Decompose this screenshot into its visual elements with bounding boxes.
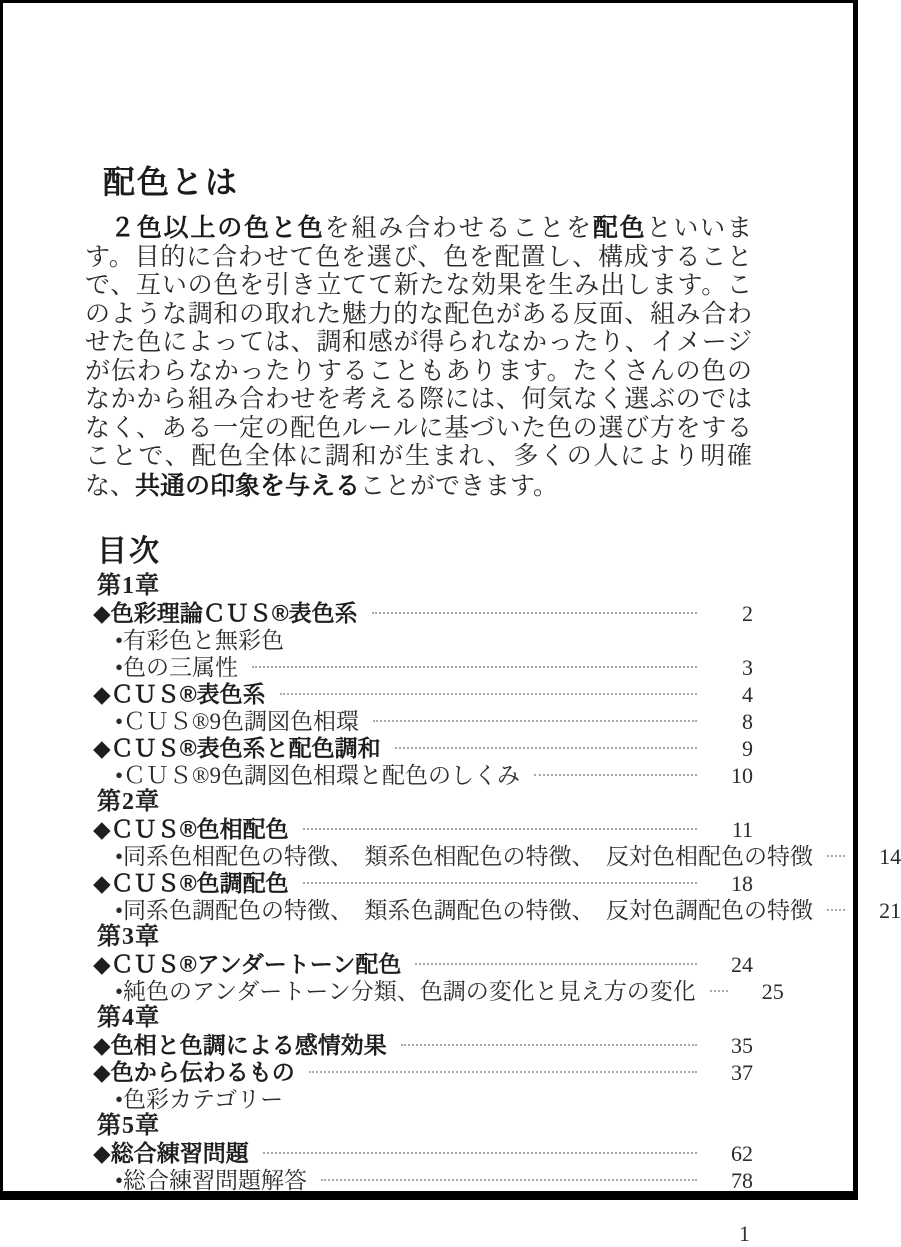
toc-page-number: 9 [742,736,753,761]
toc-heading: 目次 [97,535,161,568]
toc-entry [83,816,753,843]
folio-page-number: 1 [739,1221,750,1246]
toc-page-number: 24 [731,952,753,977]
dotted-leader [303,828,697,830]
toc-subentry-label: •純色のアンダートーン分類、色調の変化と見え方の変化 [115,979,696,1004]
toc-subentry [83,762,753,789]
toc-entry [83,951,753,978]
toc-entry-label: ◆色彩理論ＣＵＳ®表色系 [93,600,358,626]
toc-page-number: 21 [879,898,901,923]
dotted-leader [534,774,697,776]
toc-page-number: 2 [742,601,753,626]
toc-entry-label: ◆ＣＵＳ®色相配色 [93,816,289,842]
toc-page-number: 37 [731,1060,753,1085]
toc-chapter [83,573,753,600]
toc-subentry-label: •同系色相配色の特徴、 類系色相配色の特徴、 反対色相配色の特徴 [115,844,814,869]
toc-subentry-label: •ＣＵＳ®9色調図色相環と配色のしくみ [115,763,521,788]
dotted-leader [401,1044,697,1046]
toc-entry-label: ◆ＣＵＳ®色調配色 [93,870,289,896]
toc-page-number: 25 [761,979,784,1004]
table-of-contents [83,573,901,1194]
toc-page-number: 11 [731,817,753,842]
dotted-leader [415,963,697,965]
toc-subentry [83,843,901,870]
intro-bold-segment: 共通の印象を与える [135,471,361,500]
dotted-leader [827,909,845,911]
toc-chapter [83,789,753,816]
toc-chapter [83,1005,753,1032]
toc-entry [83,870,753,897]
toc-page-number: 35 [731,1033,753,1058]
toc-entry-label: ◆色相と色調による感情効果 [93,1032,387,1058]
toc-entry-label: ◆色から伝わるもの [93,1059,295,1085]
toc-page-number: 18 [731,871,753,896]
toc-subentry-label: •有彩色と無彩色 [115,628,285,653]
section-title: 配色とは [103,164,240,200]
toc-chapter-label: 第3章 [97,924,160,950]
toc-subentry [83,654,753,681]
toc-entry-label: ◆ＣＵＳ®表色系 [93,681,266,707]
toc-page-number: 62 [731,1141,753,1166]
intro-bold-segment: ２色以上の色と色 [110,214,325,242]
toc-entry [83,735,753,762]
toc-entry [83,1059,753,1086]
page-content [83,163,901,1247]
toc-entry [83,600,753,627]
intro-text-segment: ことができます。 [360,472,559,500]
dotted-leader [395,747,697,749]
toc-subentry [83,978,784,1005]
toc-chapter-label: 第4章 [97,1005,160,1031]
toc-entry [83,1032,753,1059]
toc-subentry [83,708,753,735]
toc-chapter-label: 第1章 [97,573,160,599]
toc-chapter [83,924,753,951]
toc-entry [83,1140,753,1167]
toc-chapter-label: 第5章 [97,1113,160,1139]
dotted-leader [373,720,697,722]
intro-paragraph [85,214,752,501]
toc-subentry [83,627,753,654]
dotted-leader [263,1152,697,1154]
toc-page-number: 4 [742,682,753,707]
toc-subentry-label: •ＣＵＳ®9色調図色相環 [115,709,360,734]
toc-entry-label: ◆総合練習問題 [93,1140,249,1166]
dotted-leader [309,1071,697,1073]
toc-chapter-label: 第2章 [97,789,160,815]
toc-subentry-label: •同系色調配色の特徴、 類系色調配色の特徴、 反対色調配色の特徴 [115,898,814,923]
intro-text-segment: といいます。目的に合わせて色を選び、色を配置し、構成することで、互いの色を引き立てて新たな効果を生み出します。このような調和の取れた魅力的な配色がある反面、組み合わせた色によっては、調和感が得られなかったり、イメージが伝わらなかったりすることもあります。たくさんの色のなかから組み合わせを考える際には、何気なく選ぶのではなく、ある一定の配色ルールに基づいた色の選び方をすることで、配色全体に調和が生まれ、多くの人により明確な、 [85,215,752,500]
intro-text-segment: を組み合わせることを [324,215,593,242]
toc-subentry-label: •色彩カテゴリー [115,1087,284,1112]
toc-subentry [83,1086,753,1113]
dotted-leader [372,612,697,614]
book-page [3,3,901,1246]
toc-subentry [83,1167,753,1194]
toc-page-number: 8 [742,709,753,734]
dotted-leader [321,1179,697,1181]
intro-bold-segment: 配色 [592,214,647,242]
toc-page-number: 3 [742,655,753,680]
toc-entry-label: ◆ＣＵＳ®アンダートーン配色 [93,951,402,977]
toc-subentry-label: •総合練習問題解答 [115,1168,308,1193]
toc-chapter [83,1113,753,1140]
toc-page-number: 14 [879,844,901,869]
toc-entry [83,681,753,708]
toc-entry-label: ◆ＣＵＳ®表色系と配色調和 [93,735,381,761]
dotted-leader [827,855,845,857]
dotted-leader [303,882,697,884]
dotted-leader [252,666,697,668]
dotted-leader [280,693,697,695]
toc-page-number: 78 [731,1168,753,1193]
toc-subentry [83,897,901,924]
toc-page-number: 10 [731,763,753,788]
toc-subentry-label: •色の三属性 [115,655,239,680]
dotted-leader [710,990,728,992]
